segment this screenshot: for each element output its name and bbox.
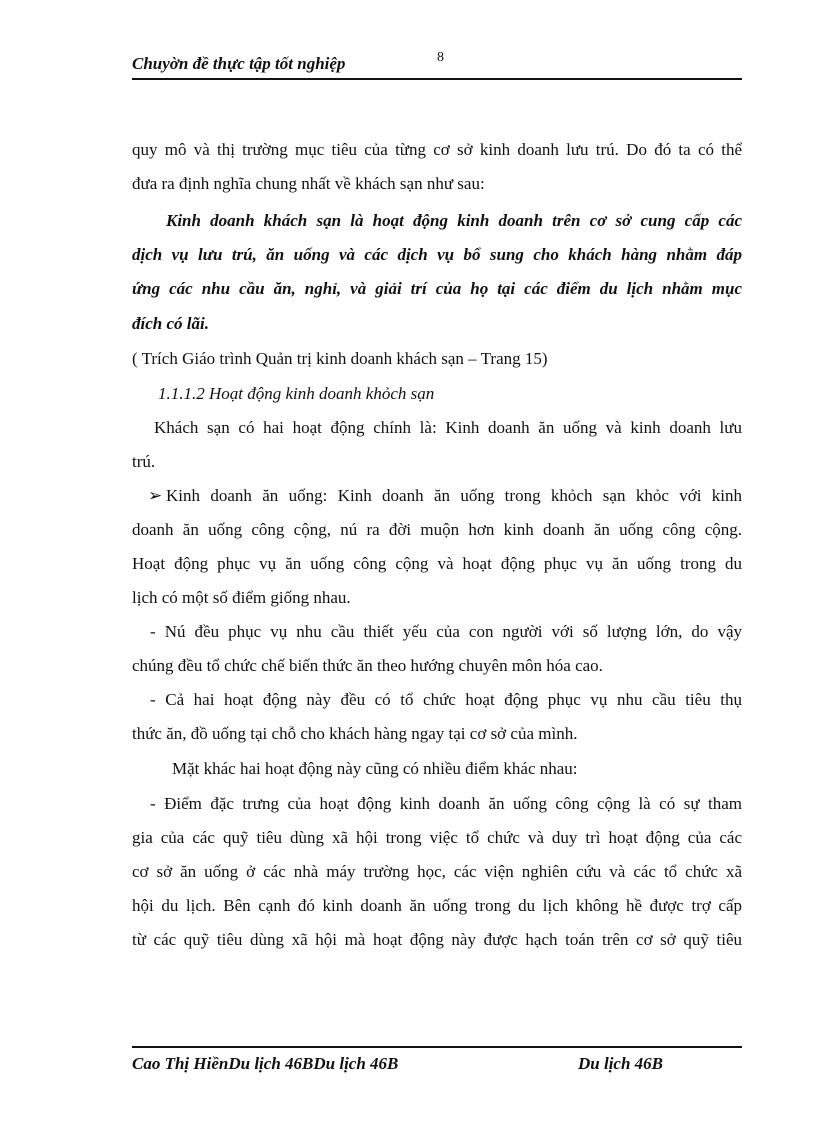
- paragraph-line: trú.: [132, 452, 156, 471]
- citation: ( Trích Giáo trình Quản trị kinh doanh khách sạn – Trang 15): [132, 349, 548, 368]
- section-heading: 1.1.1.2 Hoạt động kinh doanh khỏch sạn: [158, 384, 435, 403]
- paragraph-line: đưa ra định nghĩa chung nhất về khách sạn như sau:: [132, 174, 485, 193]
- paragraph-line: từ các quỹ tiêu dùng xã hội mà hoạt động này được hạch toán trên cơ sở quỹ tiêu: [132, 930, 742, 949]
- definition-line: dịch vụ lưu trú, ăn uống và các dịch vụ bổ sung cho khách hàng nhằm đáp: [132, 245, 742, 264]
- paragraph-line: cơ sở ăn uống ở các nhà máy trường học, các viện nghiên cứu và các tổ chức xã: [132, 862, 742, 881]
- bullet-line: Kinh doanh ăn uống: Kinh doanh ăn uống trong khỏch sạn khỏc với kinh: [166, 486, 742, 505]
- page-footer: [132, 1046, 742, 1073]
- page-header: [132, 50, 742, 80]
- definition-line: ứng các nhu cầu ăn, nghỉ, và giải trí của họ tại các điểm du lịch nhằm mục: [132, 279, 742, 298]
- paragraph-line: hội du lịch. Bên cạnh đó kinh doanh ăn uống trong du lịch không hề được trợ cấp: [132, 896, 742, 915]
- definition-line: đích có lãi.: [132, 314, 209, 333]
- definition-line: Kinh doanh khách sạn là hoạt động kinh doanh trên cơ sở cung cấp các: [166, 211, 742, 230]
- paragraph-line: Hoạt động phục vụ ăn uống công cộng và hoạt động phục vụ ăn uống trong du: [132, 554, 742, 573]
- paragraph-line: Mặt khác hai hoạt động này cũng có nhiều điểm khác nhau:: [172, 759, 578, 778]
- dash-item-line: - Nú đều phục vụ nhu cầu thiết yếu của con người với số lượng lớn, do vậy: [150, 622, 742, 641]
- paragraph-line: doanh ăn uống công cộng, nú ra đời muộn hơn kinh doanh ăn uống công cộng.: [132, 520, 742, 539]
- bullet-arrow-icon: ➢: [148, 486, 163, 505]
- paragraph-line: thức ăn, đồ uống tại chỗ cho khách hàng ngay tại cơ sở của mình.: [132, 724, 578, 743]
- header-title: Chuyờn đề thực tập tốt nghiệp: [132, 54, 346, 73]
- paragraph-line: chúng đều tổ chức chế biến thức ăn theo hướng chuyên môn hóa cao.: [132, 656, 603, 675]
- dash-item-line: - Cả hai hoạt động này đều có tổ chức hoạt động phục vụ nhu cầu tiêu thụ: [150, 690, 742, 709]
- paragraph-line: quy mô và thị trường mục tiêu của từng cơ sở kinh doanh lưu trú. Do đó ta có thể: [132, 140, 742, 159]
- dash-item-line: - Điểm đặc trưng của hoạt động kinh doanh ăn uống công cộng là có sự tham: [150, 794, 742, 813]
- paragraph-line: lịch có một số điểm giống nhau.: [132, 588, 351, 607]
- paragraph-line: Khách sạn có hai hoạt động chính là: Kinh doanh ăn uống và kinh doanh lưu: [154, 418, 742, 437]
- footer-class: Du lịch 46B: [578, 1054, 664, 1073]
- footer-author: Cao Thị HiềnDu lịch 46BDu lịch 46B: [132, 1054, 399, 1073]
- paragraph-line: gia của các quỹ tiêu dùng xã hội trong việc tổ chức và duy trì hoạt động của các: [132, 828, 742, 847]
- page-number: 8: [437, 50, 444, 65]
